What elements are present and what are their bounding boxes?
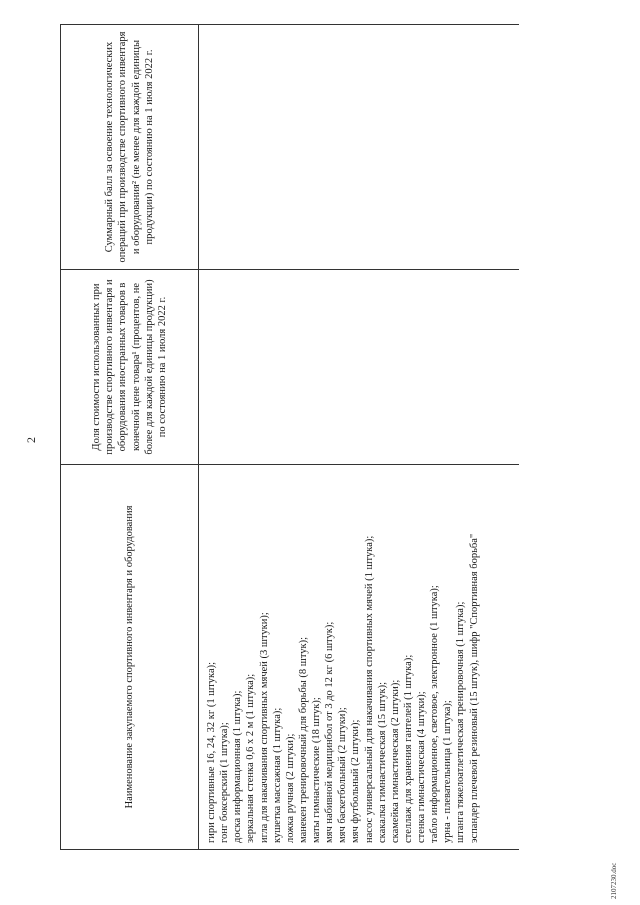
list-item: кушетка массажная (1 штука); bbox=[271, 707, 283, 843]
list-item: стеллаж для хранения гантелей (1 штука); bbox=[402, 654, 414, 843]
list-item: табло информационное, световое, электронное (1 штука); bbox=[429, 585, 441, 843]
list-item: маты гимнастические (18 штук); bbox=[311, 697, 322, 843]
foreign-share-cell bbox=[199, 270, 519, 465]
equipment-list bbox=[205, 471, 481, 843]
equipment-table bbox=[60, 24, 519, 850]
list-item: насос универсальный для накачивания спортивных мячей (1 штука); bbox=[363, 535, 375, 843]
list-item: мяч набивной медицинбол от 3 до 12 кг (6 штук); bbox=[324, 621, 336, 843]
list-item: доска информационная (1 штука); bbox=[232, 690, 244, 843]
list-item: штанга тяжелоатлетическая тренировочная (1 штука); bbox=[455, 601, 467, 843]
header-foreign-share: Доля стоимости использованных при производстве спортивного инвентаря и оборудования иностранных товаров в конечной цене товара¹ (процентов, не более для каждой единицы продукции) по состоянию на 1 июля 2022 г. bbox=[61, 270, 199, 465]
list-item: мяч баскетбольный (2 штуки); bbox=[337, 707, 349, 843]
document-code: 2107230.doc bbox=[610, 862, 618, 899]
list-item: эспандер плечевой резиновый (15 штук), шифр "Спортивная борьба" bbox=[468, 533, 480, 843]
list-item: стенка гимнастическая (4 штуки); bbox=[416, 691, 427, 843]
list-item: манекен тренировочный для борьбы (8 штук); bbox=[297, 636, 309, 843]
list-item: скакалка гимнастическая (15 штук); bbox=[376, 682, 388, 843]
header-equipment-name: Наименование закупаемого спортивного инвентаря и оборудования bbox=[61, 465, 199, 850]
list-item: урна - плевательница (1 штука); bbox=[442, 700, 454, 843]
technology-score-cell bbox=[199, 25, 519, 270]
page-number: 2 bbox=[24, 437, 38, 443]
list-item: скамейка гимнастическая (2 штуки); bbox=[389, 679, 401, 843]
list-item: гири спортивные 16, 24, 32 кг (1 штука); bbox=[206, 661, 217, 843]
equipment-table-wrap bbox=[60, 25, 530, 850]
list-item: игла для накачивания спортивных мячей (3 штуки); bbox=[258, 612, 270, 843]
header-technology-score: Суммарный балл за освоение технологических операций при производстве спортивного инвентаря и оборудования² (не менее для каждой единицы продукции) по состоянию на 1 июля 2022 г. bbox=[61, 25, 199, 270]
equipment-list-cell bbox=[199, 465, 519, 850]
list-item: зеркальная стенка 0,6 х 2 м (1 штука); bbox=[245, 673, 257, 843]
list-item: ложка ручная (2 штуки); bbox=[284, 733, 296, 843]
list-item: мяч футбольный (2 штуки); bbox=[350, 719, 362, 843]
list-item: гонг боксерский (1 штука); bbox=[219, 722, 231, 843]
